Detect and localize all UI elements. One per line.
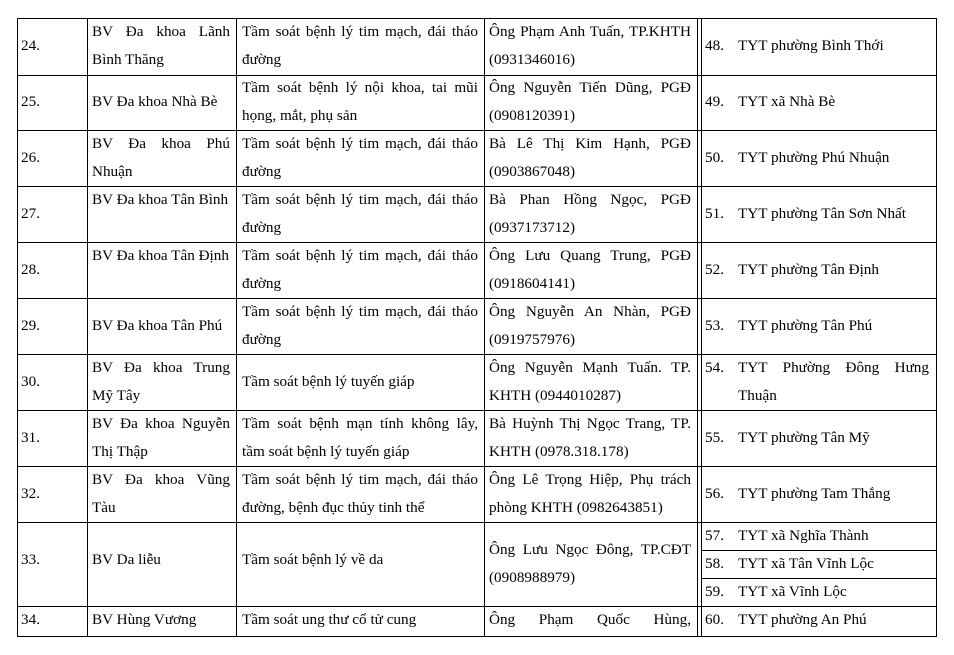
screening-description: Tầm soát bệnh lý tuyến giáp (242, 373, 415, 390)
contact-person: Ông Phạm Anh Tuấn, TP.KHTH (0931346016) (489, 23, 691, 68)
station-name: TYT phường Tân Phú (738, 317, 873, 334)
row-number: 33. (21, 551, 40, 568)
station-name: TYT xã Nhà Bè (738, 93, 836, 110)
hospital-name: BV Đa khoa Tân Định (92, 247, 229, 264)
screening-description: Tầm soát bệnh mạn tính không lây, tầm soát bệnh lý tuyến giáp (242, 415, 478, 460)
station-number: 59. (705, 583, 724, 600)
station-number: 48. (705, 37, 724, 54)
row-number: 28. (21, 261, 40, 278)
hospital-name: BV Đa khoa Tân Phú (92, 317, 223, 334)
station-name: TYT xã Vĩnh Lộc (738, 583, 847, 600)
screening-description: Tầm soát bệnh lý tim mạch, đái tháo đường (242, 303, 478, 348)
contact-person: Bà Huỳnh Thị Ngọc Trang, TP. KHTH (0978.318.178) (489, 415, 691, 460)
station-number: 55. (705, 429, 724, 446)
station-number: 57. (705, 527, 724, 544)
station-name: TYT phường Bình Thới (738, 37, 884, 54)
station-name: TYT phường Phú Nhuận (738, 149, 890, 166)
row-number: 32. (21, 485, 40, 502)
contact-person: Bà Phan Hồng Ngọc, PGĐ (0937173712) (489, 191, 691, 236)
screening-description: Tầm soát ung thư cổ tử cung (242, 611, 417, 628)
station-number: 58. (705, 555, 724, 572)
station-number: 56. (705, 485, 724, 502)
hospital-name: BV Đa khoa Vũng Tàu (92, 471, 230, 516)
station-name: TYT xã Nghĩa Thành (738, 527, 869, 544)
station-number: 49. (705, 93, 724, 110)
row-number: 31. (21, 429, 40, 446)
row-number: 24. (21, 37, 40, 54)
contact-person: Ông Nguyễn Mạnh Tuấn. TP. KHTH (0944010287) (489, 359, 691, 404)
station-name: TYT Phường Đông Hưng Thuận (738, 359, 929, 404)
hospital-station-table (17, 18, 937, 637)
station-name: TYT phường An Phú (738, 611, 867, 628)
station-number: 52. (705, 261, 724, 278)
screening-description: Tầm soát bệnh lý tim mạch, đái tháo đường (242, 247, 478, 292)
station-name: TYT phường Tân Sơn Nhất (738, 205, 907, 222)
station-number: 54. (705, 359, 724, 376)
contact-person: Ông Nguyễn Tiến Dũng, PGĐ (0908120391) (489, 79, 691, 124)
station-name: TYT xã Tân Vĩnh Lộc (738, 555, 874, 572)
contact-person: Ông Phạm Quốc Hùng, (489, 611, 691, 628)
screening-description: Tầm soát bệnh lý nội khoa, tai mũi họng, mắt, phụ sản (242, 79, 478, 124)
station-number: 50. (705, 149, 724, 166)
row-number: 27. (21, 205, 40, 222)
hospital-name: BV Đa khoa Tân Bình (92, 191, 229, 208)
screening-description: Tầm soát bệnh lý tim mạch, đái tháo đường (242, 191, 478, 236)
station-name: TYT phường Tam Thắng (738, 485, 891, 502)
hospital-name: BV Đa khoa Lãnh Bình Thăng (92, 23, 230, 68)
hospital-name: BV Da liễu (92, 551, 161, 568)
station-name: TYT phường Tân Định (738, 261, 879, 278)
hospital-name: BV Đa khoa Trung Mỹ Tây (92, 359, 230, 404)
row-number: 34. (21, 611, 40, 628)
station-number: 60. (705, 611, 724, 628)
row-number: 30. (21, 373, 40, 390)
contact-person: Ông Nguyễn An Nhàn, PGĐ (0919757976) (489, 303, 691, 348)
hospital-name: BV Đa khoa Phú Nhuận (92, 135, 230, 180)
contact-person: Ông Lưu Ngọc Đông, TP.CĐT (0908988979) (489, 541, 691, 586)
screening-description: Tầm soát bệnh lý tim mạch, đái tháo đường (242, 135, 478, 180)
row-number: 29. (21, 317, 40, 334)
contact-person: Ông Lê Trọng Hiệp, Phụ trách phòng KHTH (0982643851) (489, 471, 691, 516)
contact-person: Bà Lê Thị Kim Hạnh, PGĐ (0903867048) (489, 135, 691, 180)
hospital-name: BV Hùng Vương (92, 611, 197, 628)
station-name: TYT phường Tân Mỹ (738, 429, 870, 446)
station-number: 53. (705, 317, 724, 334)
row-number: 25. (21, 93, 40, 110)
screening-description: Tầm soát bệnh lý tim mạch, đái tháo đường, bệnh đục thủy tinh thể (242, 471, 478, 516)
station-number: 51. (705, 205, 724, 222)
hospital-name: BV Đa khoa Nhà Bè (92, 93, 218, 110)
contact-person: Ông Lưu Quang Trung, PGĐ (0918604141) (489, 247, 691, 292)
row-number: 26. (21, 149, 40, 166)
screening-description: Tầm soát bệnh lý tim mạch, đái tháo đường (242, 23, 478, 68)
hospital-name: BV Đa khoa Nguyễn Thị Thập (92, 415, 230, 460)
screening-description: Tầm soát bệnh lý về da (242, 551, 384, 568)
